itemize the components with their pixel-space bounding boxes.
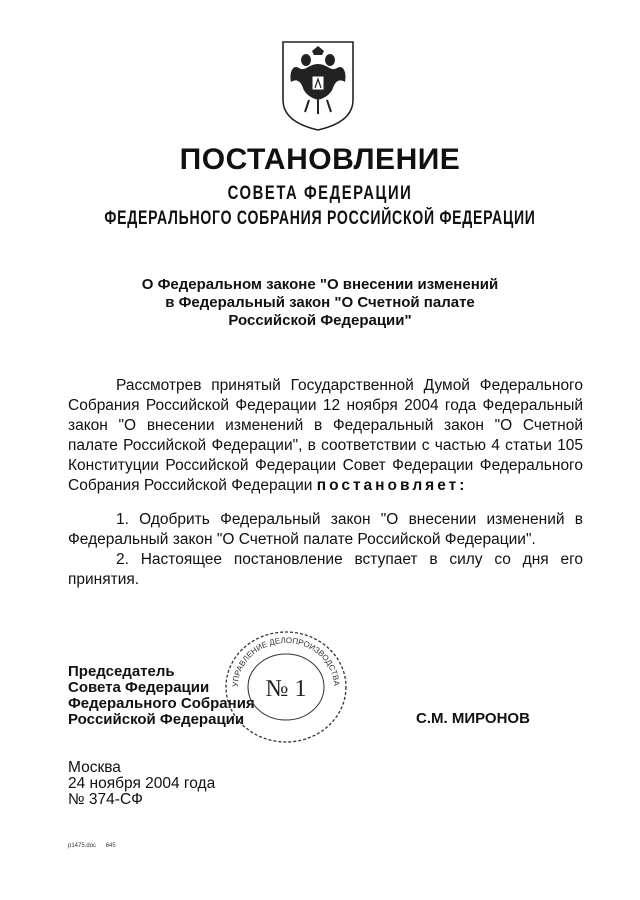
document-number: № 374-СФ	[68, 791, 143, 808]
place-and-date	[68, 760, 215, 808]
document-title: ПОСТАНОВЛЕНИЕ	[179, 143, 461, 176]
adoption-date: 24 ноября 2004 года	[68, 775, 216, 792]
position-line: Федерального Собрания	[68, 695, 255, 712]
file-footer	[68, 843, 124, 849]
preamble-text: Рассмотрев принятый Государственной Думой Федерального Собрания Российской Федерации 12 ноября 2004 года Федеральный закон "О внесении изменений в Федеральный закон "О Счетной палате Российской Федерации", в соответствии с частью 4 статьи 105 Конституции Российской Федерации Совет Федерации Федерального Собрания Российской Федерации	[68, 377, 583, 494]
coat-of-arms-emblem	[279, 38, 357, 132]
issuer-line: СОВЕТА ФЕДЕРАЦИИ	[227, 183, 413, 204]
subject-line: Российской Федерации"	[228, 312, 412, 329]
position-line: Председатель	[68, 663, 175, 680]
decree-items	[68, 510, 583, 590]
signatory-name: С.М. МИРОНОВ	[416, 710, 530, 727]
stamp-ring-text: УПРАВЛЕНИЕ ДЕЛОПРОИЗВОДСТВА	[230, 635, 342, 688]
decree-item: 1. Одобрить Федеральный закон "О внесении изменений в Федеральный закон "О Счетной палате Российской Федерации".	[68, 511, 583, 548]
document-body	[68, 376, 583, 590]
issuer-line-full: ФЕДЕРАЛЬНОГО СОБРАНИЯ РОССИЙСКОЙ ФЕДЕРАЦИИ	[104, 208, 536, 229]
office-stamp	[222, 628, 350, 746]
file-name: p1475.doc	[68, 843, 97, 849]
city: Москва	[68, 759, 121, 776]
file-code: 645	[105, 843, 116, 849]
position-line: Совета Федерации	[68, 679, 210, 696]
decree-item: 2. Настоящее постановление вступает в силу со дня его принятия.	[68, 551, 583, 588]
subject-line: О Федеральном законе "О внесении изменений	[141, 276, 499, 293]
preamble-paragraph	[68, 376, 583, 496]
decree-word: постановляет:	[316, 477, 468, 494]
document-subject	[0, 276, 640, 330]
subject-line: в Федеральный закон "О Счетной палате	[165, 294, 475, 311]
position-line: Российской Федерации	[68, 711, 245, 728]
stamp-number: № 1	[265, 676, 307, 702]
